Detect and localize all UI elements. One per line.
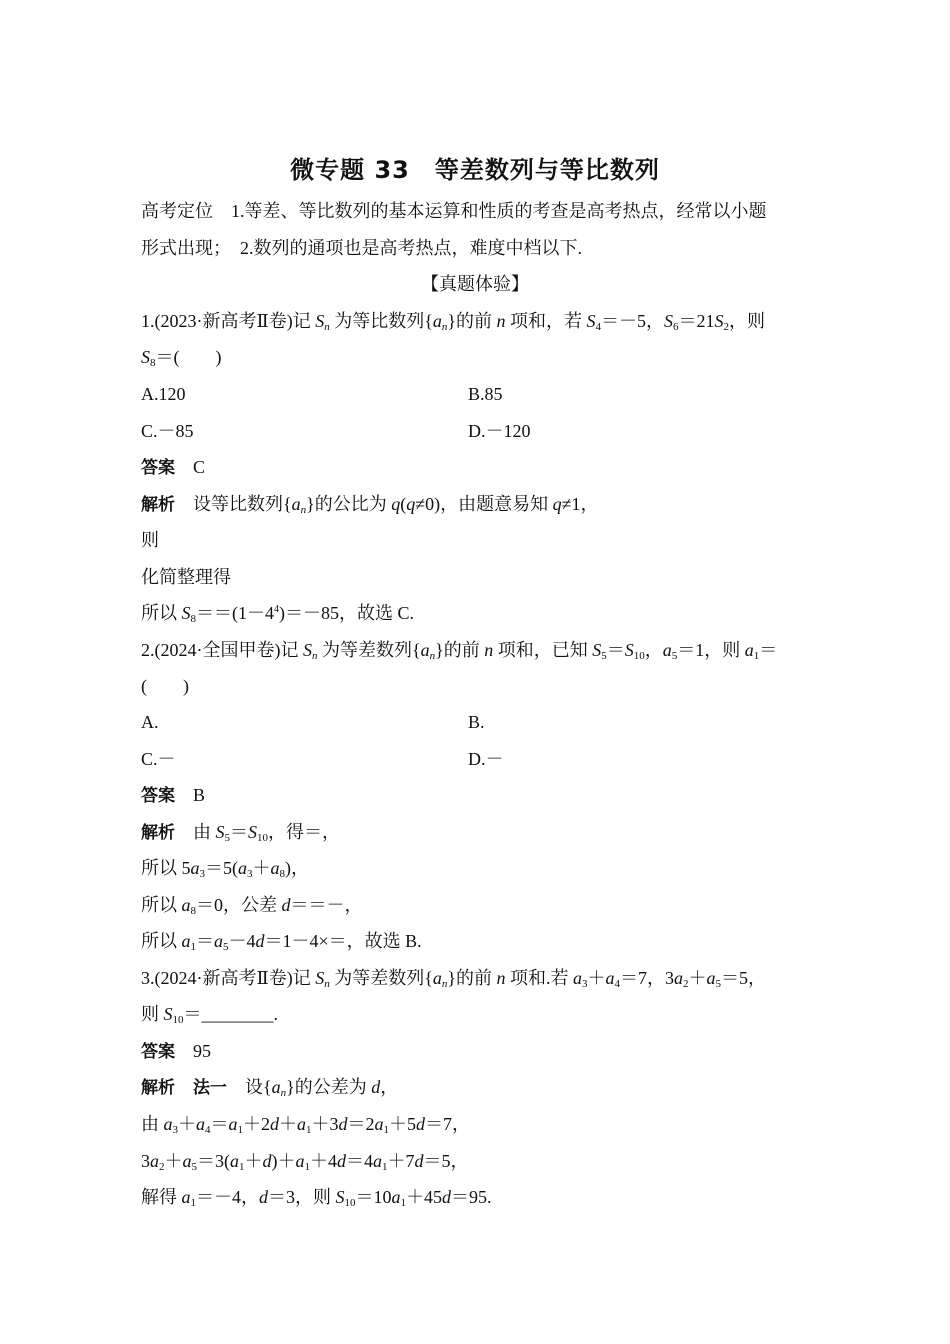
q3-blank: ________. <box>201 1004 278 1024</box>
q2-option-b: B. <box>468 712 485 732</box>
q1-option-c: C.－85 <box>141 421 194 441</box>
q2-final: ，故选 B. <box>346 931 422 951</box>
q1-option-d: D.－120 <box>468 421 531 441</box>
q2-prefix: 2.(2024·全国甲卷)记 <box>141 640 303 660</box>
intro-label: 高考定位 <box>141 201 213 221</box>
q1-answer-label: 答案 <box>141 458 175 478</box>
q1-result: ＝－85，故选 C. <box>285 603 415 623</box>
q2-option-d: D.－ <box>468 749 504 769</box>
q1-analysis-tail: 的公比为 <box>314 494 392 514</box>
q3-analysis-line-2: 由 $a_3+a_4=a_1+2d+a_1+3d=2a_1+5d=7$， <box>141 1114 470 1136</box>
q3-answer-line <box>141 1039 211 1064</box>
q1-prefix: 1.(2023·新高考Ⅱ卷)记 <box>141 311 316 331</box>
q2-answer: B <box>193 785 206 805</box>
intro-text-1: 1.等差、等比数列的基本运算和性质的考查是高考热点，经常以小题 <box>231 201 767 221</box>
q3-analysis-label: 解析 <box>141 1078 175 1098</box>
q2-analysis-line-2: 所以 $5a_3=5(a_3+a_8)$， <box>141 858 309 880</box>
q3-analysis-line-4: 解得 $a_1=-4$，d＝3，则 $S_{10}=10a_1+45d=95$. <box>141 1187 492 1209</box>
q2-analysis-line-4: 所以 $a_1=a_5-4d=1-4\times=$，故选 B. <box>141 931 422 953</box>
intro-line-1 <box>141 199 767 223</box>
q1-option-a: A.120 <box>141 384 186 404</box>
q2-analysis-line-3: 所以 $a_8=0$，公差 d＝＝－， <box>141 895 363 917</box>
q2-answer-label: 答案 <box>141 786 175 806</box>
q1-answer-line <box>141 455 205 480</box>
q3-stem-line-1: 3.(2024·新高考Ⅱ卷)记 $S_n$ 为等差数列$\{a_n\}$的前 n 项和.若 $a_3+a_4=7$，$3a_2+a_5=5$， <box>141 968 766 990</box>
q3-answer-label: 答案 <box>141 1042 175 1062</box>
q2-answer-line <box>141 783 205 808</box>
q2-blank: ( ) <box>141 676 189 696</box>
q3-stem-line-2: 则 $S_{10}=\_\_\_\_\_\_\_\_$. <box>141 1004 278 1026</box>
q1-analysis-then: 则 <box>141 530 159 550</box>
q2-option-a: A. <box>141 712 159 732</box>
q2-option-c: C.－ <box>141 749 176 769</box>
q1-answer: C <box>193 457 206 477</box>
section-heading: 【真题体验】 <box>421 274 529 294</box>
q2-analysis-label: 解析 <box>141 823 175 843</box>
q1-option-b: B.85 <box>468 384 503 404</box>
q1-stem-line-2: $S_8=$( ) <box>141 347 222 369</box>
q3-answer: 95 <box>193 1041 211 1061</box>
q1-analysis-line-1: 解析 设等比数列$\{a_n\}$的公比为 q(q≠0)，由题意易知 q≠1， <box>141 494 599 516</box>
intro-line-2: 形式出现； 2.数列的通项也是高考热点，难度中档以下. <box>141 238 582 258</box>
q1-analysis-simplify: 化简整理得 <box>141 567 231 587</box>
q2-stem-line-1: 2.(2024·全国甲卷)记 $S_n$ 为等差数列$\{a_n\}$的前 n 项和，已知 $S_5=S_{10}$，$a_5=1$，则 $a_1=$ <box>141 640 778 662</box>
q3-analysis-line-3: $3a_2+a_5=3(a_1+d)+a_1+4d=4a_1+7d=5$， <box>141 1151 469 1173</box>
q1-analysis-label: 解析 <box>141 495 175 515</box>
q1-analysis-result: 所以 $S_8==(1-4^4)=-85$，故选 C. <box>141 603 415 625</box>
q2-analysis-line-1: 解析 由 $S_5=S_{10}$，得＝， <box>141 822 340 844</box>
q3-analysis-line-1: 解析 法一 设$\{a_n\}$的公差为 d， <box>141 1077 399 1099</box>
page-title: 微专题 33 等差数列与等比数列 <box>290 156 660 184</box>
q1-stem-line-1: 1.(2023·新高考Ⅱ卷)记 $S_n$ 为等比数列$\{a_n\}$的前 n 项和，若 $S_4=-5$，$S_6=21S_2$，则 <box>141 311 765 333</box>
q3-method-label: 法一 <box>193 1078 227 1098</box>
q3-prefix: 3.(2024·新高考Ⅱ卷)记 <box>141 968 316 988</box>
